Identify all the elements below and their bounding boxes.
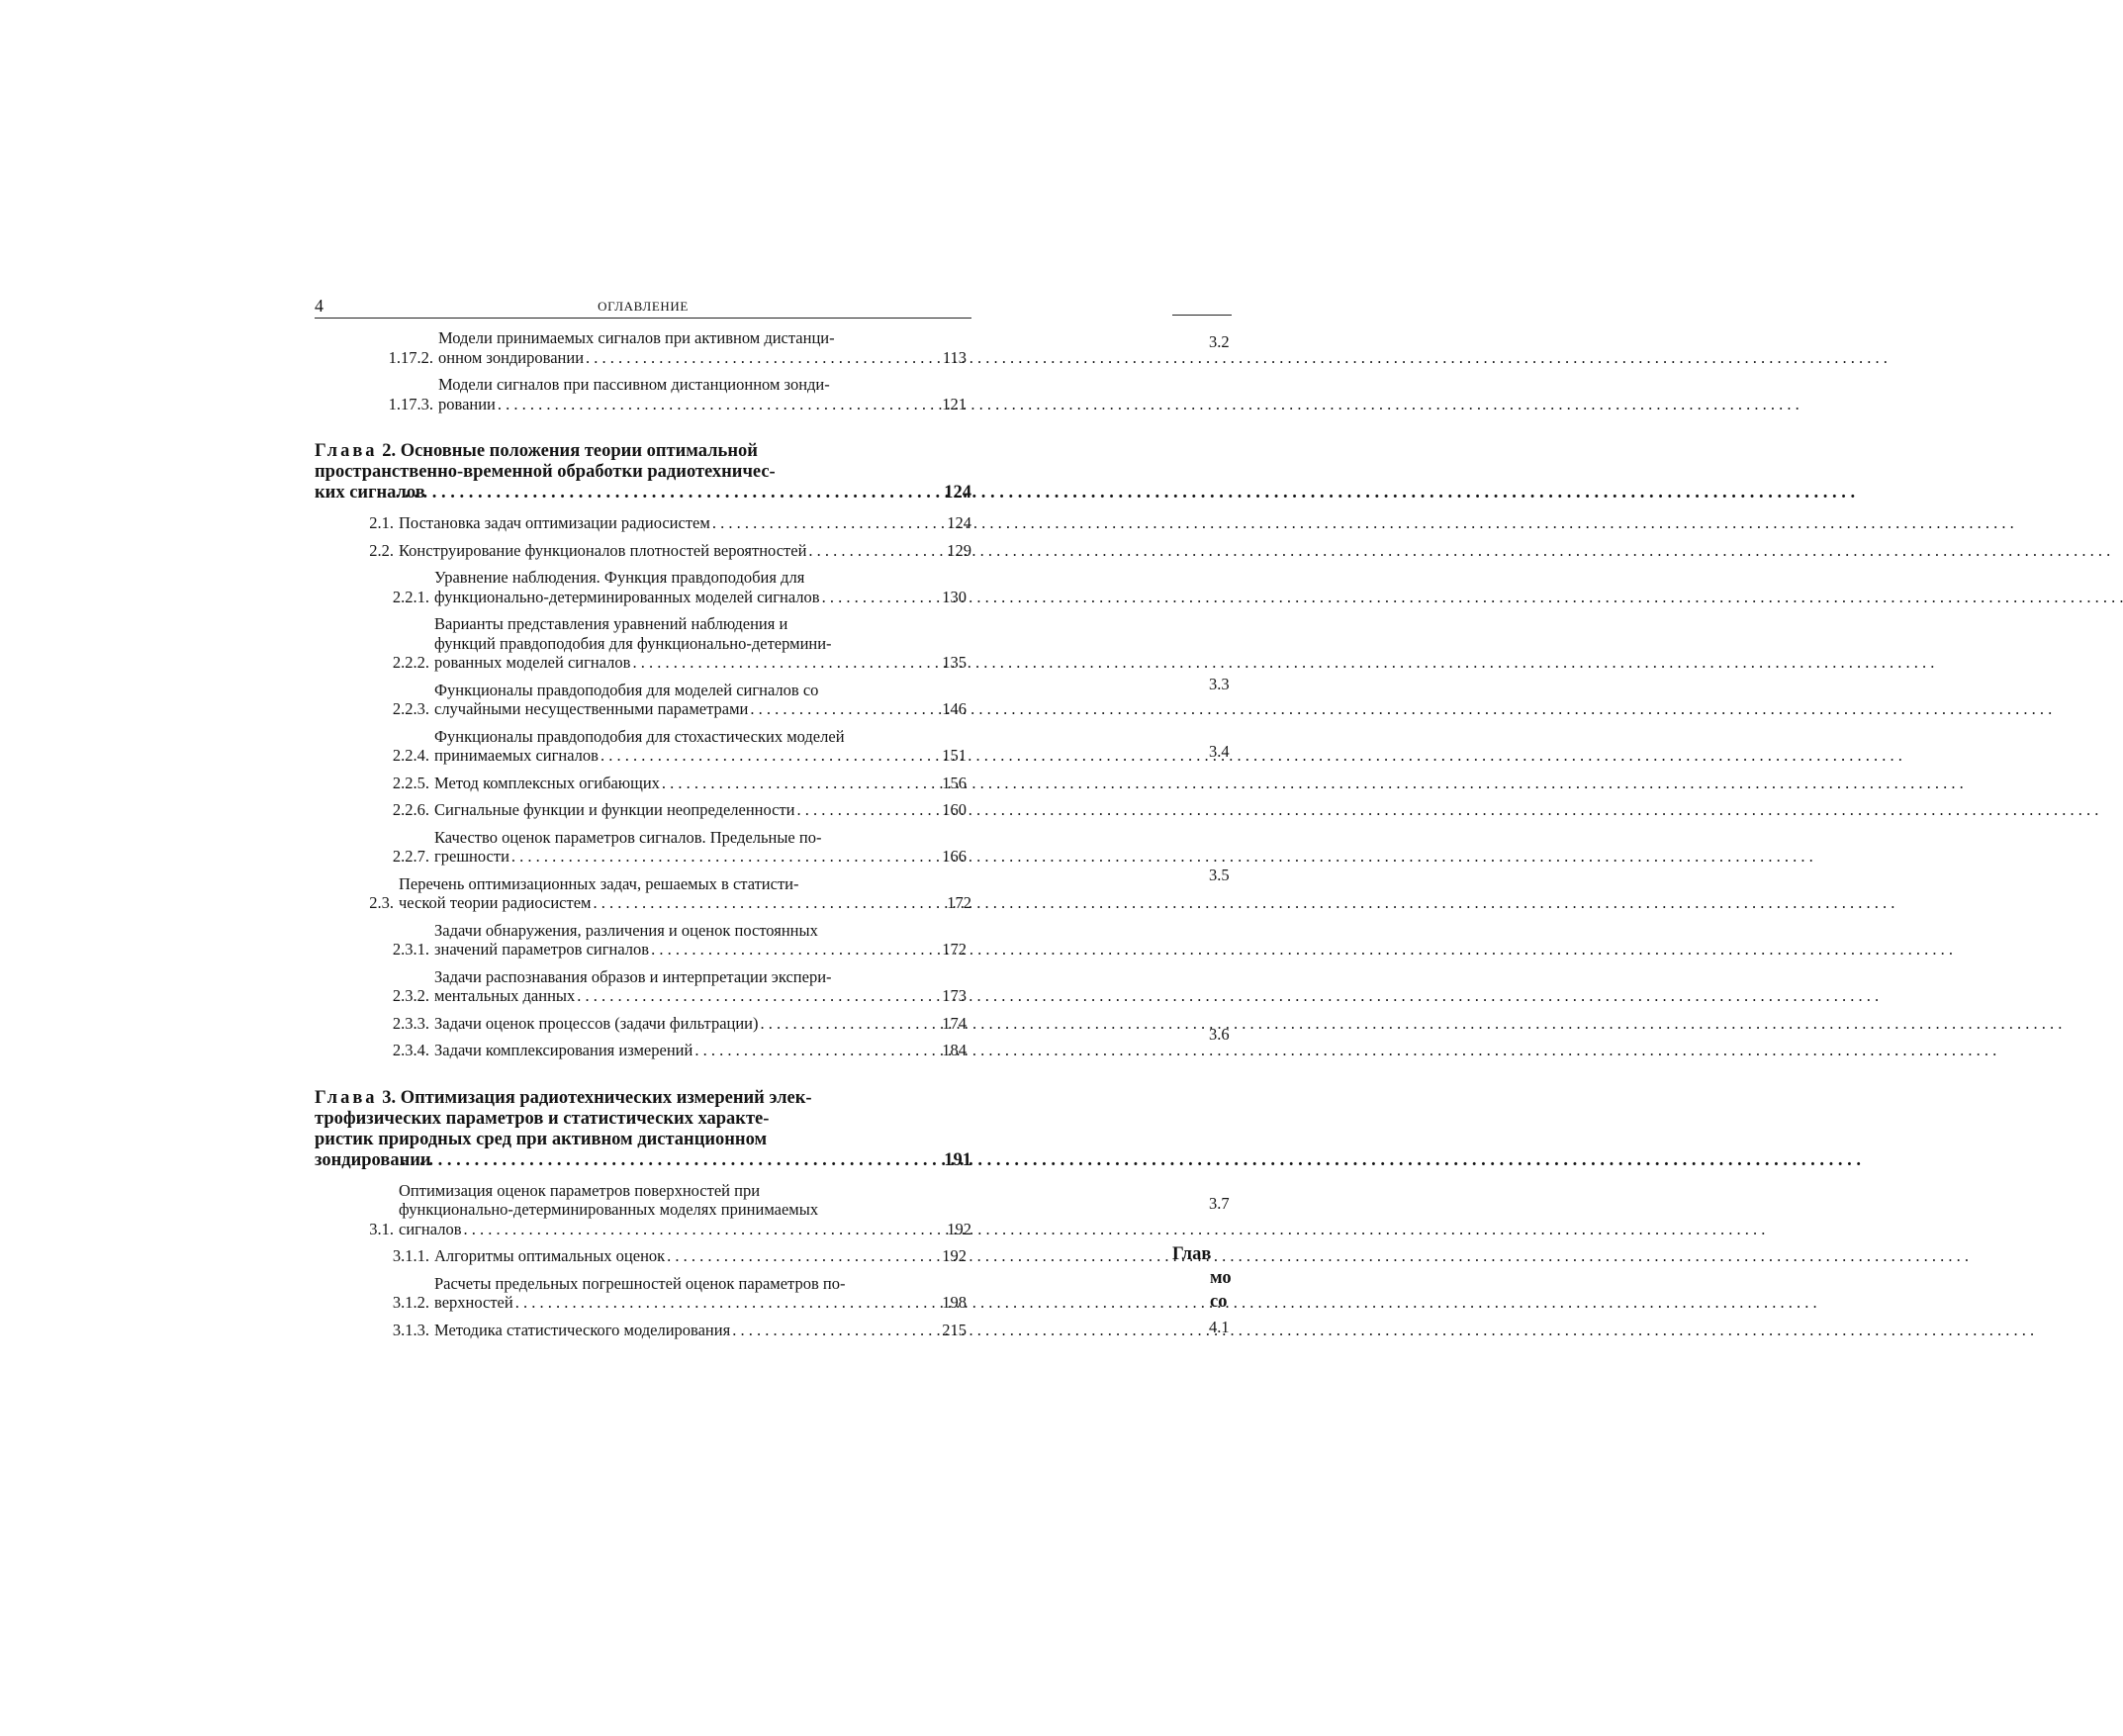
toc-entry-line bbox=[434, 614, 913, 634]
toc-entry-text: значений параметров сигналов bbox=[434, 940, 650, 959]
toc-entry-number: 2.2.6. bbox=[392, 800, 429, 819]
toc-entry-last-line bbox=[438, 395, 913, 414]
toc-entry-last-line bbox=[399, 1220, 918, 1239]
toc-chapter-entry bbox=[315, 441, 971, 503]
toc-entry-line bbox=[434, 568, 913, 588]
toc-entry-title bbox=[434, 1041, 919, 1060]
dot-leader bbox=[662, 774, 913, 793]
toc-entry-line bbox=[434, 967, 913, 987]
adjacent-fragment: 3.4 bbox=[1209, 742, 1230, 761]
toc-entry-last-line bbox=[438, 348, 913, 368]
toc-entry-text: зондировании bbox=[315, 1149, 431, 1170]
adjacent-fragment: 4.1 bbox=[1209, 1318, 1230, 1336]
toc-entry-text: Перечень оптимизационных задач, решаемых в статисти- bbox=[399, 873, 799, 893]
toc-entry-text: Постановка задач оптимизации радиосистем bbox=[399, 513, 710, 532]
toc-entry bbox=[315, 614, 971, 673]
toc-entry bbox=[315, 375, 971, 413]
toc-entry-title bbox=[434, 828, 919, 867]
toc-entry-text: Качество оценок параметров сигналов. Предельные по- bbox=[434, 827, 822, 847]
toc-entry bbox=[315, 1246, 971, 1266]
toc-entry-title bbox=[399, 541, 924, 561]
toc-entry-line bbox=[315, 1087, 918, 1109]
toc-entry-text: Метод комплексных огибающих bbox=[434, 773, 660, 792]
toc-entry-text: пространственно-временной обработки радиотехничес- bbox=[315, 462, 776, 482]
dot-leader bbox=[600, 746, 913, 766]
toc-entry-number: 2.2.4. bbox=[392, 746, 429, 765]
toc-entry-line bbox=[315, 462, 918, 483]
toc-entry-line bbox=[315, 441, 918, 462]
toc-entry-line bbox=[434, 727, 913, 747]
toc-entry-line bbox=[399, 1181, 918, 1201]
toc-entry-last-line bbox=[434, 1246, 913, 1266]
dot-leader bbox=[433, 1150, 918, 1171]
toc-entry-number: 1.17.2. bbox=[388, 347, 433, 367]
toc-entry-text: Задачи обнаружения, различения и оценок постоянных bbox=[434, 920, 818, 940]
toc-entry-text: Задачи комплексирования измерений bbox=[434, 1041, 693, 1059]
toc-entry bbox=[315, 800, 971, 820]
table-of-contents bbox=[315, 328, 971, 1339]
toc-entry-text: верхностей bbox=[434, 1293, 513, 1312]
toc-entry-number: 3.1.3. bbox=[392, 1320, 429, 1339]
toc-entry-number: 3.1. bbox=[369, 1219, 394, 1238]
dot-leader bbox=[761, 1014, 913, 1034]
adjacent-fragment: 3.2 bbox=[1209, 332, 1230, 351]
toc-entry-number: 3.1.2. bbox=[392, 1293, 429, 1312]
toc-entry-text: Расчеты предельных погрешностей оценок параметров по- bbox=[434, 1273, 846, 1293]
page-header bbox=[315, 294, 971, 319]
toc-page-number: 192 bbox=[947, 1219, 971, 1238]
dot-leader bbox=[632, 653, 913, 673]
toc-entry bbox=[315, 1321, 971, 1340]
toc-entry-text: принимаемых сигналов bbox=[434, 746, 599, 765]
toc-entry-line bbox=[315, 1129, 918, 1150]
dot-leader bbox=[694, 1041, 913, 1060]
toc-entry-last-line bbox=[315, 483, 918, 503]
adjacent-fragment: мо bbox=[1210, 1268, 1232, 1288]
toc-entry-last-line bbox=[434, 699, 913, 719]
toc-entry-last-line bbox=[434, 847, 913, 867]
toc-entry-text: грешности bbox=[434, 847, 509, 866]
toc-entry bbox=[315, 967, 971, 1006]
toc-entry-text: случайными несущественными параметрами bbox=[434, 699, 749, 718]
page-number: 4 bbox=[315, 296, 323, 316]
toc-entry-title bbox=[438, 375, 919, 413]
chapter-label: Глава bbox=[315, 441, 378, 461]
toc-entry-title bbox=[399, 1181, 924, 1239]
toc-entry-text: сигналов bbox=[399, 1219, 462, 1238]
toc-entry-last-line bbox=[434, 1041, 913, 1060]
toc-page-number: 156 bbox=[942, 773, 967, 792]
toc-entry-line bbox=[434, 828, 913, 848]
toc-entry-last-line bbox=[434, 1293, 913, 1313]
toc-entry-title bbox=[434, 800, 919, 820]
toc-entry-title bbox=[434, 967, 919, 1006]
toc-entry-title bbox=[315, 1088, 924, 1171]
dot-leader bbox=[586, 348, 913, 368]
toc-entry-title bbox=[434, 1246, 919, 1266]
toc-entry-text: ментальных данных bbox=[434, 986, 576, 1005]
toc-entry-number: 1.17.3. bbox=[388, 394, 433, 413]
adjacent-fragment: 3.5 bbox=[1209, 866, 1230, 884]
toc-page-number: 172 bbox=[947, 893, 971, 912]
dot-leader bbox=[511, 847, 913, 867]
toc-entry-number: 2.2.3. bbox=[392, 699, 429, 718]
toc-chapter-entry bbox=[315, 1088, 971, 1171]
toc-entry-line bbox=[434, 634, 913, 654]
toc-entry-text: Модели сигналов при пассивном дистанционном зонди- bbox=[438, 375, 830, 394]
toc-entry-title bbox=[434, 681, 919, 719]
toc-entry-title bbox=[399, 874, 924, 913]
toc-page-number: 192 bbox=[942, 1246, 967, 1265]
adjacent-fragment: 3.3 bbox=[1209, 675, 1230, 693]
adjacent-page-edge bbox=[1172, 0, 1232, 1736]
toc-entry-title bbox=[434, 1321, 919, 1340]
toc-entry-text: функций правдоподобия для функционально-детермини- bbox=[434, 633, 832, 653]
toc-entry-number: 2.3.3. bbox=[392, 1013, 429, 1033]
toc-page-number: 130 bbox=[942, 587, 967, 606]
toc-entry-text: Варианты представления уравнений наблюдения и bbox=[434, 614, 788, 633]
toc-entry-line bbox=[315, 1108, 918, 1130]
toc-page-number: 215 bbox=[942, 1320, 967, 1339]
toc-entry-last-line bbox=[399, 541, 918, 561]
toc-entry-text: ровании bbox=[438, 394, 496, 413]
toc-entry-line bbox=[434, 921, 913, 941]
toc-page-number: 113 bbox=[942, 347, 967, 367]
toc-entry-title bbox=[399, 513, 924, 533]
toc-entry-text: Сигнальные функции и функции неопределенности bbox=[434, 800, 795, 819]
toc-entry-text: Функционалы правдоподобия для моделей сигналов со bbox=[434, 680, 819, 699]
toc-entry-text: функционально-детерминированных моделей сигналов bbox=[434, 587, 820, 606]
toc-entry bbox=[315, 1274, 971, 1313]
dot-leader bbox=[712, 513, 918, 533]
toc-entry-text: Задачи распознавания образов и интерпретации экспери- bbox=[434, 966, 832, 986]
dot-leader bbox=[427, 483, 918, 503]
adjacent-fragment: 3.6 bbox=[1209, 1025, 1230, 1044]
toc-entry-last-line bbox=[434, 940, 913, 959]
chapter-label: Глава bbox=[315, 1087, 378, 1108]
toc-entry bbox=[315, 1014, 971, 1034]
adjacent-fragment: Глав bbox=[1172, 1244, 1212, 1264]
dot-leader bbox=[822, 588, 913, 607]
toc-entry bbox=[315, 727, 971, 766]
toc-entry-last-line bbox=[434, 588, 913, 607]
adjacent-fragment: со bbox=[1210, 1292, 1228, 1312]
toc-entry-last-line bbox=[434, 746, 913, 766]
toc-entry bbox=[315, 1181, 971, 1239]
toc-entry-text: Основные положения теории оптимальной bbox=[400, 441, 758, 461]
chapter-number: 2. bbox=[382, 441, 397, 461]
toc-entry-number: 2.3. bbox=[369, 893, 394, 912]
toc-entry-text: Уравнение наблюдения. Функция правдоподобия для bbox=[434, 568, 805, 587]
toc-entry-title bbox=[315, 441, 924, 503]
toc-entry-number: 2.2. bbox=[369, 540, 394, 560]
toc-entry-line bbox=[438, 375, 913, 395]
dot-leader bbox=[732, 1321, 913, 1340]
adjacent-fragment: 3.7 bbox=[1209, 1194, 1230, 1213]
toc-entry-title bbox=[434, 614, 919, 673]
toc-entry-number: 2.1. bbox=[369, 513, 394, 532]
toc-page-number: 184 bbox=[942, 1041, 967, 1059]
toc-entry-number: 2.3.2. bbox=[392, 986, 429, 1005]
toc-page bbox=[315, 294, 971, 1347]
toc-page-number: 124 bbox=[944, 483, 971, 503]
toc-entry-text: ких сигналов bbox=[315, 483, 425, 503]
toc-page-number: 146 bbox=[942, 699, 967, 718]
toc-entry-number: 2.2.2. bbox=[392, 653, 429, 672]
toc-entry-text: Алгоритмы оптимальных оценок bbox=[434, 1246, 666, 1265]
dot-leader bbox=[515, 1293, 913, 1313]
toc-entry-text: Методика статистического моделирования bbox=[434, 1320, 731, 1339]
toc-entry-last-line bbox=[434, 1321, 913, 1340]
toc-page-number: 121 bbox=[942, 394, 967, 413]
dot-leader bbox=[808, 541, 918, 561]
toc-entry-title bbox=[438, 328, 919, 367]
toc-entry-text: онном зондировании bbox=[438, 347, 585, 367]
toc-page-number: 173 bbox=[942, 986, 967, 1005]
toc-entry-number: 2.2.5. bbox=[392, 773, 429, 792]
toc-page-number: 172 bbox=[942, 940, 967, 959]
toc-entry-text: Оптимизация радиотехнических измерений элек- bbox=[400, 1087, 812, 1108]
toc-entry bbox=[315, 568, 971, 606]
dot-leader bbox=[577, 986, 913, 1006]
toc-entry-last-line bbox=[434, 986, 913, 1006]
toc-entry bbox=[315, 1041, 971, 1060]
toc-entry-text: функционально-детерминированных моделях принимаемых bbox=[399, 1200, 819, 1219]
toc-entry-last-line bbox=[315, 1149, 918, 1171]
toc-page-number: 174 bbox=[942, 1013, 967, 1033]
toc-entry-last-line bbox=[399, 513, 918, 533]
toc-entry-title bbox=[434, 568, 919, 606]
toc-entry-text: Задачи оценок процессов (задачи фильтрации) bbox=[434, 1013, 759, 1033]
toc-entry-title bbox=[434, 921, 919, 959]
toc-entry-title bbox=[434, 774, 919, 793]
toc-entry-title bbox=[434, 1014, 919, 1034]
toc-entry-line bbox=[399, 1200, 918, 1220]
toc-page-number: 124 bbox=[947, 513, 971, 532]
toc-entry-number: 2.3.4. bbox=[392, 1041, 429, 1059]
toc-page-number: 151 bbox=[942, 746, 967, 765]
toc-entry-number: 2.2.1. bbox=[392, 587, 429, 606]
toc-entry-line bbox=[434, 1274, 913, 1294]
toc-page-number: 129 bbox=[947, 540, 971, 560]
dot-leader bbox=[593, 893, 918, 913]
toc-entry-last-line bbox=[434, 800, 913, 820]
toc-entry bbox=[315, 828, 971, 867]
dot-leader bbox=[464, 1220, 919, 1239]
toc-entry-text: ческой теории радиосистем bbox=[399, 893, 592, 912]
toc-entry-text: Конструирование функционалов плотностей вероятностей bbox=[399, 540, 807, 560]
toc-entry-text: Оптимизация оценок параметров поверхностей при bbox=[399, 1180, 761, 1200]
dot-leader bbox=[498, 395, 913, 414]
toc-page-number: 198 bbox=[942, 1293, 967, 1312]
toc-entry-text: Функционалы правдоподобия для стохастических моделей bbox=[434, 726, 845, 746]
toc-entry-line bbox=[438, 328, 913, 348]
dot-leader bbox=[750, 699, 913, 719]
toc-page-number: 166 bbox=[942, 847, 967, 866]
toc-entry-number: 2.3.1. bbox=[392, 940, 429, 959]
toc-entry-number: 3.1.1. bbox=[392, 1246, 429, 1265]
toc-page-number: 191 bbox=[944, 1149, 971, 1170]
toc-entry-last-line bbox=[434, 653, 913, 673]
toc-entry-text: рованных моделей сигналов bbox=[434, 653, 631, 672]
dot-leader bbox=[667, 1246, 913, 1266]
toc-entry-number: 2.2.7. bbox=[392, 847, 429, 866]
toc-entry bbox=[315, 681, 971, 719]
toc-entry-last-line bbox=[399, 893, 918, 913]
toc-entry bbox=[315, 541, 971, 561]
toc-entry-text: трофизических параметров и статистических характе- bbox=[315, 1108, 770, 1129]
toc-entry bbox=[315, 328, 971, 367]
chapter-number: 3. bbox=[382, 1087, 397, 1108]
toc-entry-last-line bbox=[434, 1014, 913, 1034]
toc-entry bbox=[315, 921, 971, 959]
dot-leader bbox=[797, 800, 913, 820]
toc-entry-last-line bbox=[434, 774, 913, 793]
toc-entry-title bbox=[434, 727, 919, 766]
toc-entry-line bbox=[434, 681, 913, 700]
running-title: ОГЛАВЛЕНИЕ bbox=[598, 299, 689, 314]
toc-entry-text: ристик природных сред при активном дистанционном bbox=[315, 1129, 768, 1149]
toc-entry bbox=[315, 774, 971, 793]
toc-entry-text: Модели принимаемых сигналов при активном дистанци- bbox=[438, 328, 835, 347]
toc-entry-title bbox=[434, 1274, 919, 1313]
adjacent-header-rule bbox=[1172, 315, 1232, 316]
toc-page-number: 135 bbox=[942, 653, 967, 672]
toc-entry bbox=[315, 874, 971, 913]
toc-page-number: 160 bbox=[942, 800, 967, 819]
dot-leader bbox=[651, 940, 913, 959]
toc-entry-line bbox=[399, 874, 918, 894]
toc-entry bbox=[315, 513, 971, 533]
